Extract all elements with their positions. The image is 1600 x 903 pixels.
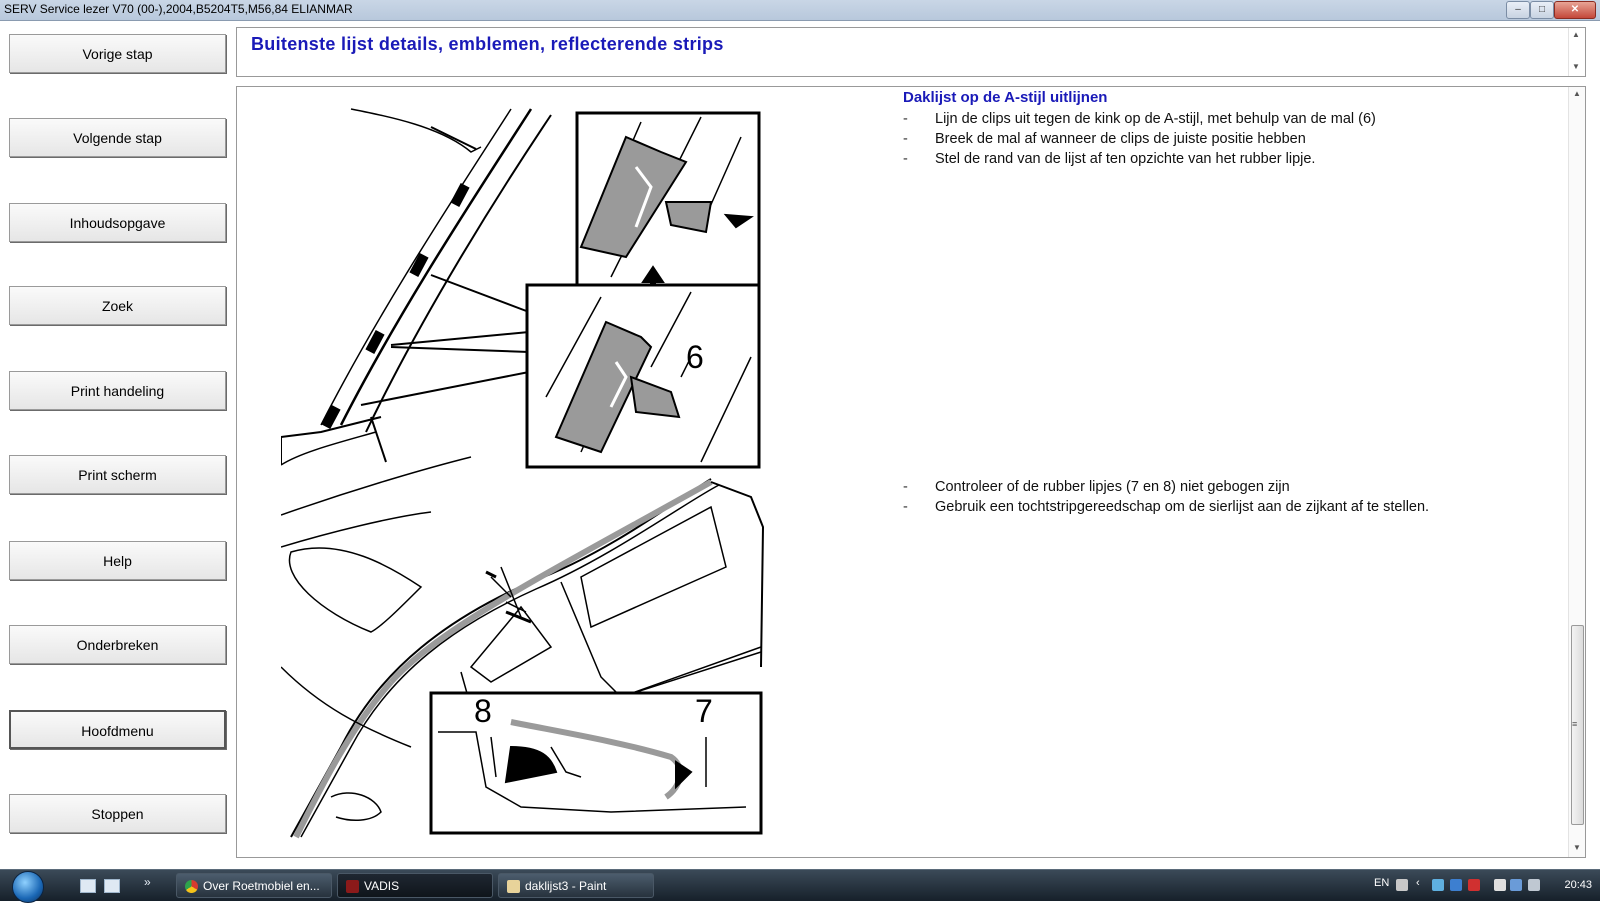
language-indicator[interactable]: EN [1374,877,1390,889]
bullet-marker: - [903,111,908,127]
taskbar-item-label: daklijst3 - Paint [525,879,607,893]
previous-step-button[interactable]: Vorige stap [9,34,226,73]
scroll-grip-icon: ≡ [1572,719,1578,729]
taskbar-item-label: VADIS [364,879,400,893]
next-step-button[interactable]: Volgende stap [9,118,226,157]
scroll-up-arrow-icon[interactable]: ▲ [1573,89,1581,98]
bullet-marker: - [903,131,908,147]
print-procedure-button[interactable]: Print handeling [9,371,226,410]
minimize-button[interactable]: – [1506,1,1530,19]
list-item-text: Gebruik een tochtstripgereedschap om de sierlijst aan de zijkant af te stellen. [935,499,1430,515]
header-scrollbar[interactable] [1568,28,1585,76]
list-item [903,477,1429,497]
window-title: SERV Service lezer V70 (00-),2004,B5204T5,M56,84 ELIANMAR [4,2,353,16]
volume-icon[interactable] [1528,879,1540,891]
close-button[interactable]: ✕ [1554,1,1596,19]
list-item [903,149,1376,169]
bullet-marker: - [903,499,908,515]
bullet-marker: - [903,479,908,495]
start-button[interactable] [12,871,44,903]
list-item [903,497,1429,517]
list-item-text: Breek de mal af wanneer de clips de juiste positie hebben [935,131,1306,147]
help-button[interactable]: Help [9,541,226,580]
diagram-label-lip-7: 7 [695,693,713,729]
scroll-down-arrow-icon[interactable]: ▼ [1573,843,1581,852]
chrome-icon [185,880,198,893]
taskbar-item-paint[interactable] [498,873,654,898]
keyboard-icon[interactable] [1396,879,1408,891]
paint-icon [507,880,520,893]
list-item [903,129,1376,149]
network-icon[interactable] [1432,879,1444,891]
maximize-button[interactable]: □ [1530,1,1554,19]
list-item-text: Controleer of de rubber lipjes (7 en 8) niet gebogen zijn [935,479,1290,495]
diagram-label-template: 6 [686,339,704,375]
bullet-marker: - [903,151,908,167]
list-item-text: Stel de rand van de lijst af ten opzichte van het rubber lipje. [935,151,1316,167]
instruction-list-2 [903,477,1429,517]
main-menu-button[interactable]: Hoofdmenu [9,710,226,749]
section-heading: Daklijst op de A-stijl uitlijnen [903,89,1108,106]
window-title-bar [0,0,1600,21]
taskbar [0,869,1600,901]
header-pane [236,27,1586,77]
diagram-label-lip-8: 8 [474,693,492,729]
page-title: Buitenste lijst details, emblemen, reflecterende strips [251,34,724,54]
table-of-contents-button[interactable]: Inhoudsopgave [9,203,226,242]
connection-icon[interactable] [1510,879,1522,891]
repair-diagram [281,107,771,847]
show-desktop-icon[interactable] [80,879,96,893]
safely-remove-icon[interactable] [1494,879,1506,891]
switch-windows-icon[interactable] [104,879,120,893]
instruction-text [903,87,1553,847]
print-screen-button[interactable]: Print scherm [9,455,226,494]
list-item-text: Lijn de clips uit tegen de kink op de A-stijl, met behulp van de mal (6) [935,111,1376,127]
taskbar-item-label: Over Roetmobiel en... [203,879,320,893]
quick-launch-more-icon[interactable]: » [144,875,151,889]
scroll-down-arrow-icon[interactable]: ▼ [1572,62,1580,71]
content-pane [236,86,1586,858]
instruction-list-1 [903,109,1376,169]
navigation-panel [0,21,236,869]
content-scrollbar[interactable] [1568,87,1585,857]
taskbar-item-browser[interactable] [176,873,332,898]
security-icon[interactable] [1468,879,1480,891]
bluetooth-icon[interactable] [1450,879,1462,891]
interrupt-button[interactable]: Onderbreken [9,625,226,664]
tray-expand-icon[interactable]: ‹ [1416,877,1420,889]
stop-button[interactable]: Stoppen [9,794,226,833]
system-tray [1370,870,1600,901]
search-button[interactable]: Zoek [9,286,226,325]
vadis-icon [346,880,359,893]
scroll-up-arrow-icon[interactable]: ▲ [1572,30,1580,39]
list-item [903,109,1376,129]
clock[interactable]: 20:43 [1564,879,1592,891]
taskbar-item-vadis[interactable] [337,873,493,898]
